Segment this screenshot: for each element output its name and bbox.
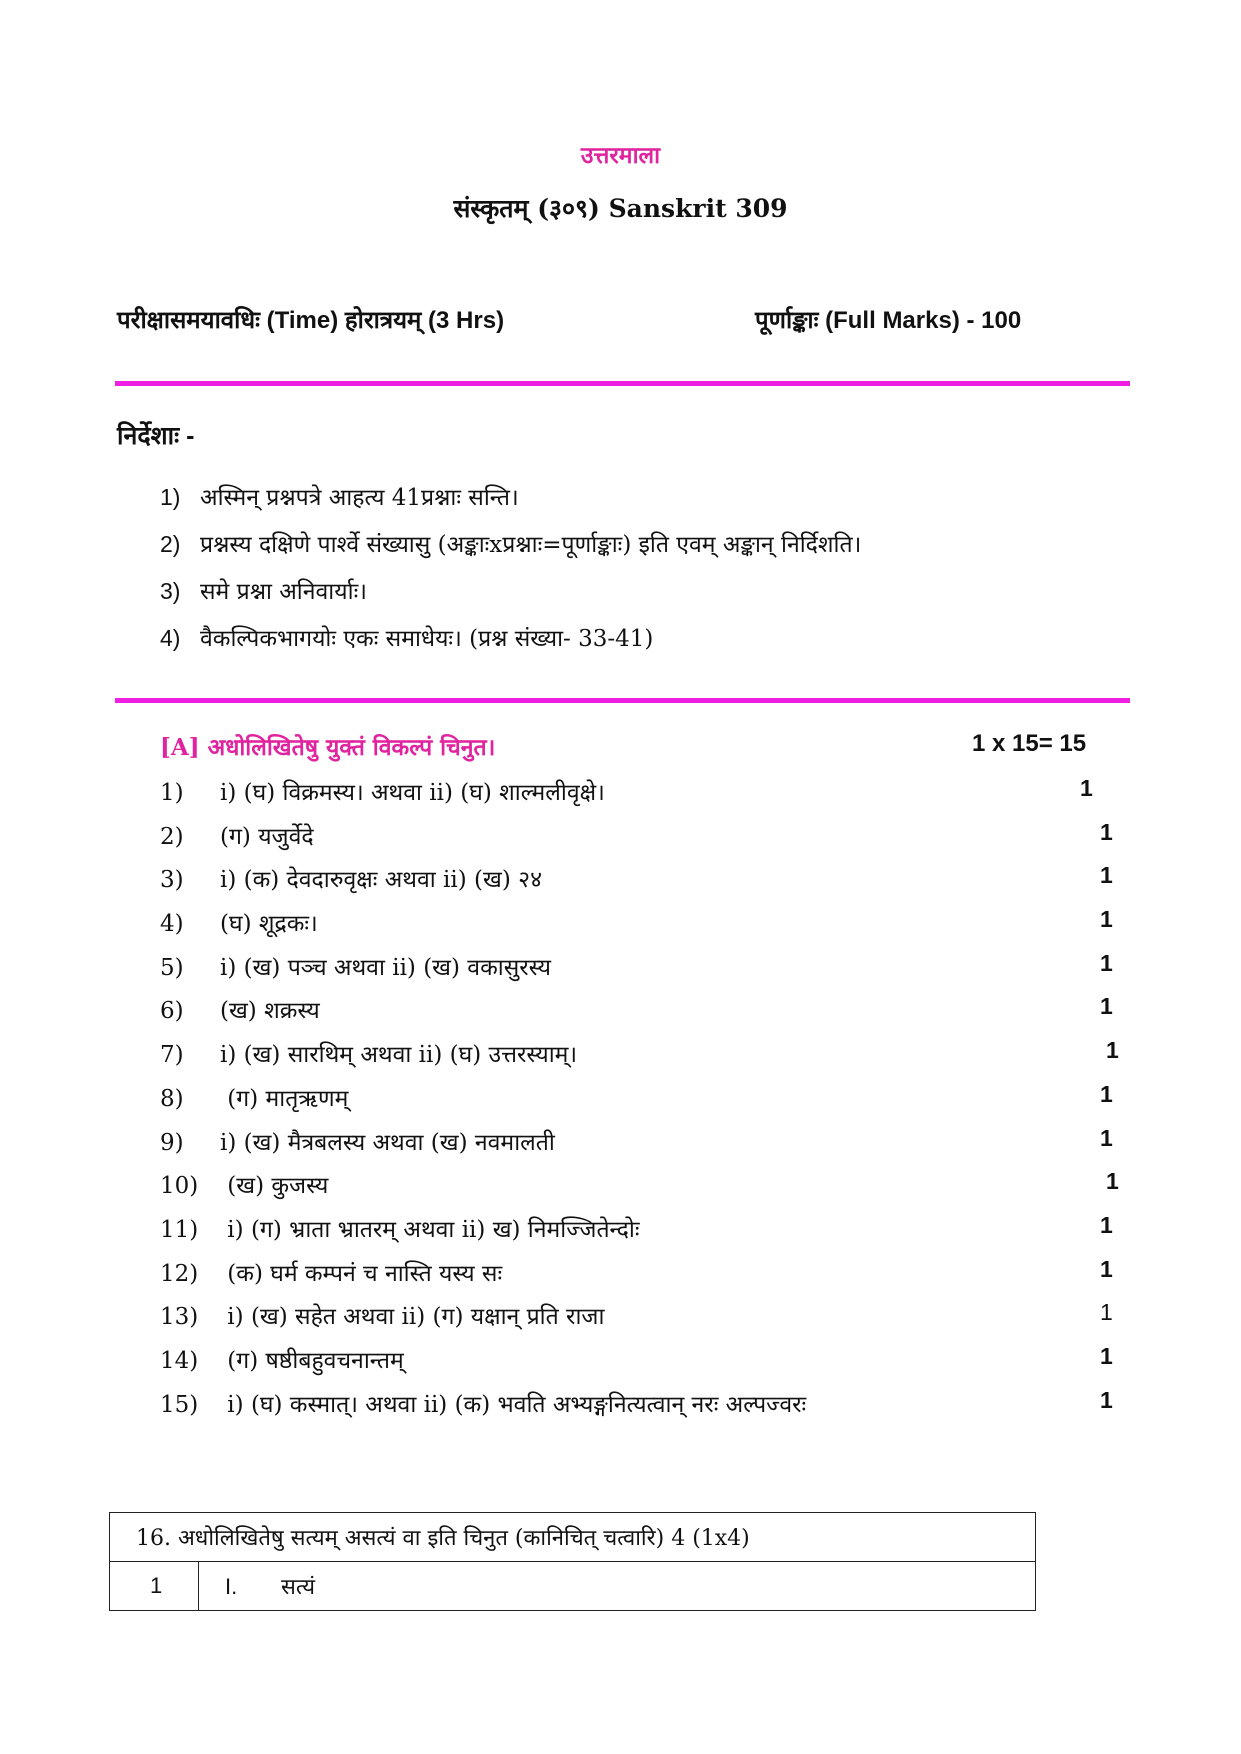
answer-mark: 1 [1100, 993, 1113, 1020]
answer-item [160, 1212, 1120, 1256]
answer-item [160, 1125, 1120, 1169]
answer-mark: 1 [1100, 1124, 1113, 1151]
answer-number: 5) [160, 954, 184, 981]
table-header-row [110, 1513, 1036, 1562]
answer-number: 12) [160, 1260, 199, 1287]
answer-item [160, 862, 1120, 906]
instruction-number: 3) [160, 578, 181, 604]
answer-item [160, 1037, 1120, 1081]
answer-item [160, 1387, 1120, 1431]
instruction-text: समे प्रश्ना अनिवार्याः। [200, 579, 367, 605]
answer-item [160, 775, 1120, 819]
table-cell-roman: I. [225, 1574, 238, 1599]
full-marks: पूर्णाङ्काः (Full Marks) - 100 [755, 307, 1022, 334]
answer-item [160, 1299, 1120, 1343]
answer-mark: 1 [1100, 1342, 1113, 1369]
answer-mark: 1 [1106, 1037, 1119, 1064]
answer-mark: 1 [1100, 1080, 1113, 1107]
table-cell-answer [199, 1562, 1036, 1611]
answer-mark: 1 [1100, 1386, 1113, 1413]
divider-top [115, 381, 1130, 386]
instruction-item [160, 480, 861, 527]
answer-mark: 1 [1100, 949, 1113, 976]
answer-item [160, 1168, 1120, 1212]
answer-item [160, 906, 1120, 950]
answer-text: i) (घ) विक्रमस्य। अथवा ii) (घ) शाल्मलीवृक्षे। [220, 780, 605, 806]
answer-text: i) (ख) पञ्च अथवा ii) (ख) वकासुरस्य [220, 954, 551, 981]
answer-mark: 1 [1100, 1299, 1113, 1326]
instruction-number: 1) [160, 484, 181, 510]
answer-item [160, 993, 1120, 1037]
answer-text: i) (क) देवदारुवृक्षः अथवा ii) (ख) २४ [220, 867, 543, 894]
document-subtitle: संस्कृतम् (३०९) Sanskrit 309 [453, 194, 788, 223]
answer-text: (ख) कुजस्य [220, 1173, 329, 1200]
instruction-item [160, 527, 861, 574]
answer-number: 6) [160, 998, 184, 1025]
table-heading: 16. अधोलिखितेषु सत्यम् असत्यं वा इति चिनुत (कानिचित् चत्वारि) 4 (1x4) [110, 1513, 1036, 1562]
answer-item [160, 819, 1120, 863]
section-a-heading: [A] अधोलिखितेषु युक्तं विकल्पं चिनुत। [160, 734, 496, 761]
true-false-table [109, 1512, 1036, 1611]
document-title: उत्तरमाला [580, 142, 661, 169]
answer-item [160, 1081, 1120, 1125]
instruction-item [160, 621, 861, 668]
answer-item [160, 950, 1120, 994]
instruction-number: 2) [160, 531, 181, 557]
exam-time: परीक्षासमयावधिः (Time) होरात्रयम् (3 Hrs) [117, 307, 505, 334]
answer-number: 3) [160, 867, 184, 894]
answer-number: 14) [160, 1347, 199, 1374]
instruction-text: अस्मिन् प्रश्नपत्रे आहत्य 41प्रश्नाः सन्ति। [200, 485, 519, 511]
answer-number: 15) [160, 1391, 199, 1418]
section-a-marks: 1 x 15= 15 [972, 730, 1087, 757]
instruction-item [160, 574, 861, 621]
table-row [110, 1562, 1036, 1611]
answer-mark: 1 [1080, 775, 1093, 801]
answer-text: (ख) शक्रस्य [220, 998, 320, 1025]
answer-list [160, 775, 1120, 1430]
answer-number: 13) [160, 1304, 199, 1331]
answer-text: (ग) षष्ठीबहुवचनान्तम् [220, 1347, 404, 1374]
answer-mark: 1 [1100, 1211, 1113, 1238]
answer-text: i) (ख) मैत्रबलस्य अथवा (ख) नवमालती [220, 1129, 555, 1156]
answer-number: 10) [160, 1173, 199, 1200]
answer-mark: 1 [1100, 818, 1113, 845]
divider-section [115, 698, 1130, 703]
answer-number: 9) [160, 1129, 184, 1156]
answer-text: (घ) शूद्रकः। [220, 911, 318, 938]
table-cell-answer-text: सत्यं [281, 1575, 316, 1600]
answer-text: (क) घर्म कम्पनं च नास्ति यस्य सः [220, 1260, 503, 1287]
instruction-number: 4) [160, 625, 181, 651]
answer-number: 11) [160, 1216, 199, 1243]
answer-text: (ग) मातृऋणम् [220, 1085, 349, 1112]
answer-text: i) (घ) कस्मात्। अथवा ii) (क) भवति अभ्यङ्गनित्यत्वान् नरः अल्पज्वरः [220, 1391, 807, 1418]
instructions-list [160, 480, 861, 668]
answer-number: 8) [160, 1085, 184, 1112]
table-cell-number: 1 [110, 1562, 199, 1611]
answer-number: 1) [160, 780, 184, 806]
instruction-text: वैकल्पिकभागयोः एकः समाधेयः। (प्रश्न संख्या- 33-41) [200, 626, 654, 652]
instructions-heading: निर्देशाः - [117, 422, 195, 450]
instruction-text: प्रश्नस्य दक्षिणे पार्श्वे संख्यासु (अङ्काःxप्रश्नाः=पूर्णाङ्काः) इति एवम् अङ्कान् निर्दिशति। [200, 532, 862, 558]
answer-number: 7) [160, 1042, 184, 1069]
answer-text: i) (ग) भ्राता भ्रातरम् अथवा ii) ख) निमज्जितेन्दोः [220, 1216, 640, 1243]
answer-text: i) (ख) सारथिम् अथवा ii) (घ) उत्तरस्याम्। [220, 1042, 578, 1069]
answer-item [160, 1343, 1120, 1387]
answer-mark: 1 [1100, 906, 1113, 933]
answer-item [160, 1256, 1120, 1300]
answer-number: 2) [160, 823, 184, 850]
answer-mark: 1 [1106, 1168, 1119, 1195]
answer-number: 4) [160, 911, 184, 938]
answer-mark: 1 [1100, 862, 1113, 889]
answer-text: i) (ख) सहेत अथवा ii) (ग) यक्षान् प्रति राजा [220, 1304, 605, 1331]
answer-mark: 1 [1100, 1255, 1113, 1282]
answer-text: (ग) यजुर्वेदे [220, 823, 314, 850]
